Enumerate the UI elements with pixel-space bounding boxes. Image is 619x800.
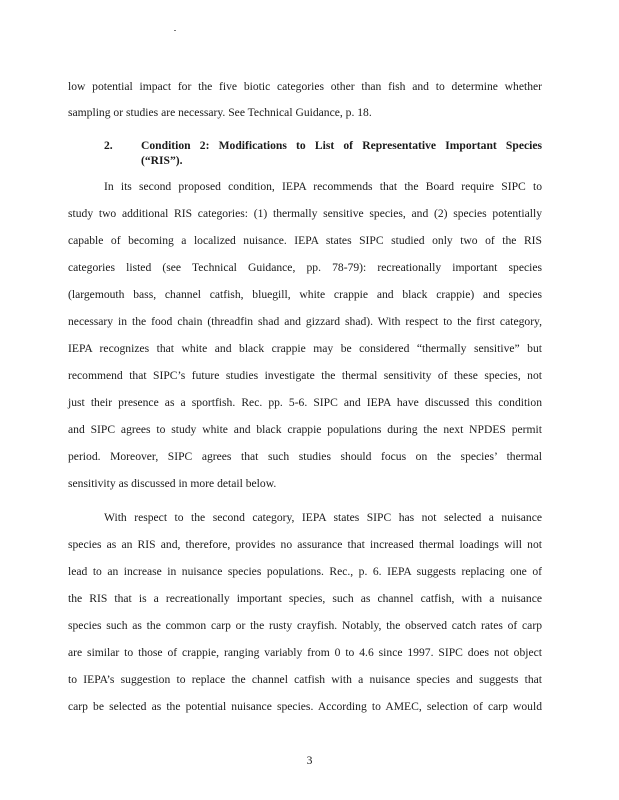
page-number: 3 [306,754,313,767]
text-line: necessary in the food chain (threadfin shad and gizzard shad). With respect to the first category, [68,315,542,328]
text-line: period. Moreover, SIPC agrees that such studies should focus on the species’ thermal [68,450,542,463]
section-title-line2: (“RIS”). [141,154,183,167]
text-line: (largemouth bass, channel catfish, bluegill, white crappie and black crappie) and species [68,288,542,301]
text-line: species such as the common carp or the rusty crayfish. Notably, the observed catch rates of carp [68,619,542,632]
text-line: low potential impact for the five biotic categories other than fish and to determine whether [68,80,542,93]
text-line: recommend that SIPC’s future studies investigate the thermal sensitivity of these species, not [68,369,542,382]
text-line: study two additional RIS categories: (1) thermally sensitive species, and (2) species potentially [68,207,542,220]
text-line: With respect to the second category, IEPA states SIPC has not selected a nuisance [104,511,542,524]
text-line: sensitivity as discussed in more detail below. [68,477,277,490]
text-line: categories listed (see Technical Guidance, pp. 78-79): recreationally important species [68,261,542,274]
text-line: just their presence as a sportfish. Rec. pp. 5-6. SIPC and IEPA have discussed this condition [68,396,542,409]
scan-speck [174,30,176,31]
text-line: lead to an increase in nuisance species populations. Rec., p. 6. IEPA suggests replacing one of [68,565,542,578]
section-title-line1: Condition 2: Modifications to List of Representative Important Species [141,139,542,152]
text-line: to IEPA’s suggestion to replace the channel catfish with a nuisance species and suggests that [68,673,542,686]
text-line: capable of becoming a localized nuisance. IEPA states SIPC studied only two of the RIS [68,234,542,247]
text-line: In its second proposed condition, IEPA recommends that the Board require SIPC to [104,180,542,193]
text-line: species as an RIS and, therefore, provides no assurance that increased thermal loadings will not [68,538,542,551]
text-line: and SIPC agrees to study white and black crappie populations during the next NPDES permit [68,423,542,436]
text-line: sampling or studies are necessary. See Technical Guidance, p. 18. [68,106,372,119]
text-line: the RIS that is a recreationally important species, such as channel catfish, with a nuisance [68,592,542,605]
text-line: carp be selected as the potential nuisance species. According to AMEC, selection of carp would [68,700,542,713]
section-number: 2. [104,139,113,152]
text-line: are similar to those of crappie, ranging variably from 0 to 4.6 since 1997. SIPC does not object [68,646,542,659]
text-line: IEPA recognizes that white and black crappie may be considered “thermally sensitive” but [68,342,542,355]
